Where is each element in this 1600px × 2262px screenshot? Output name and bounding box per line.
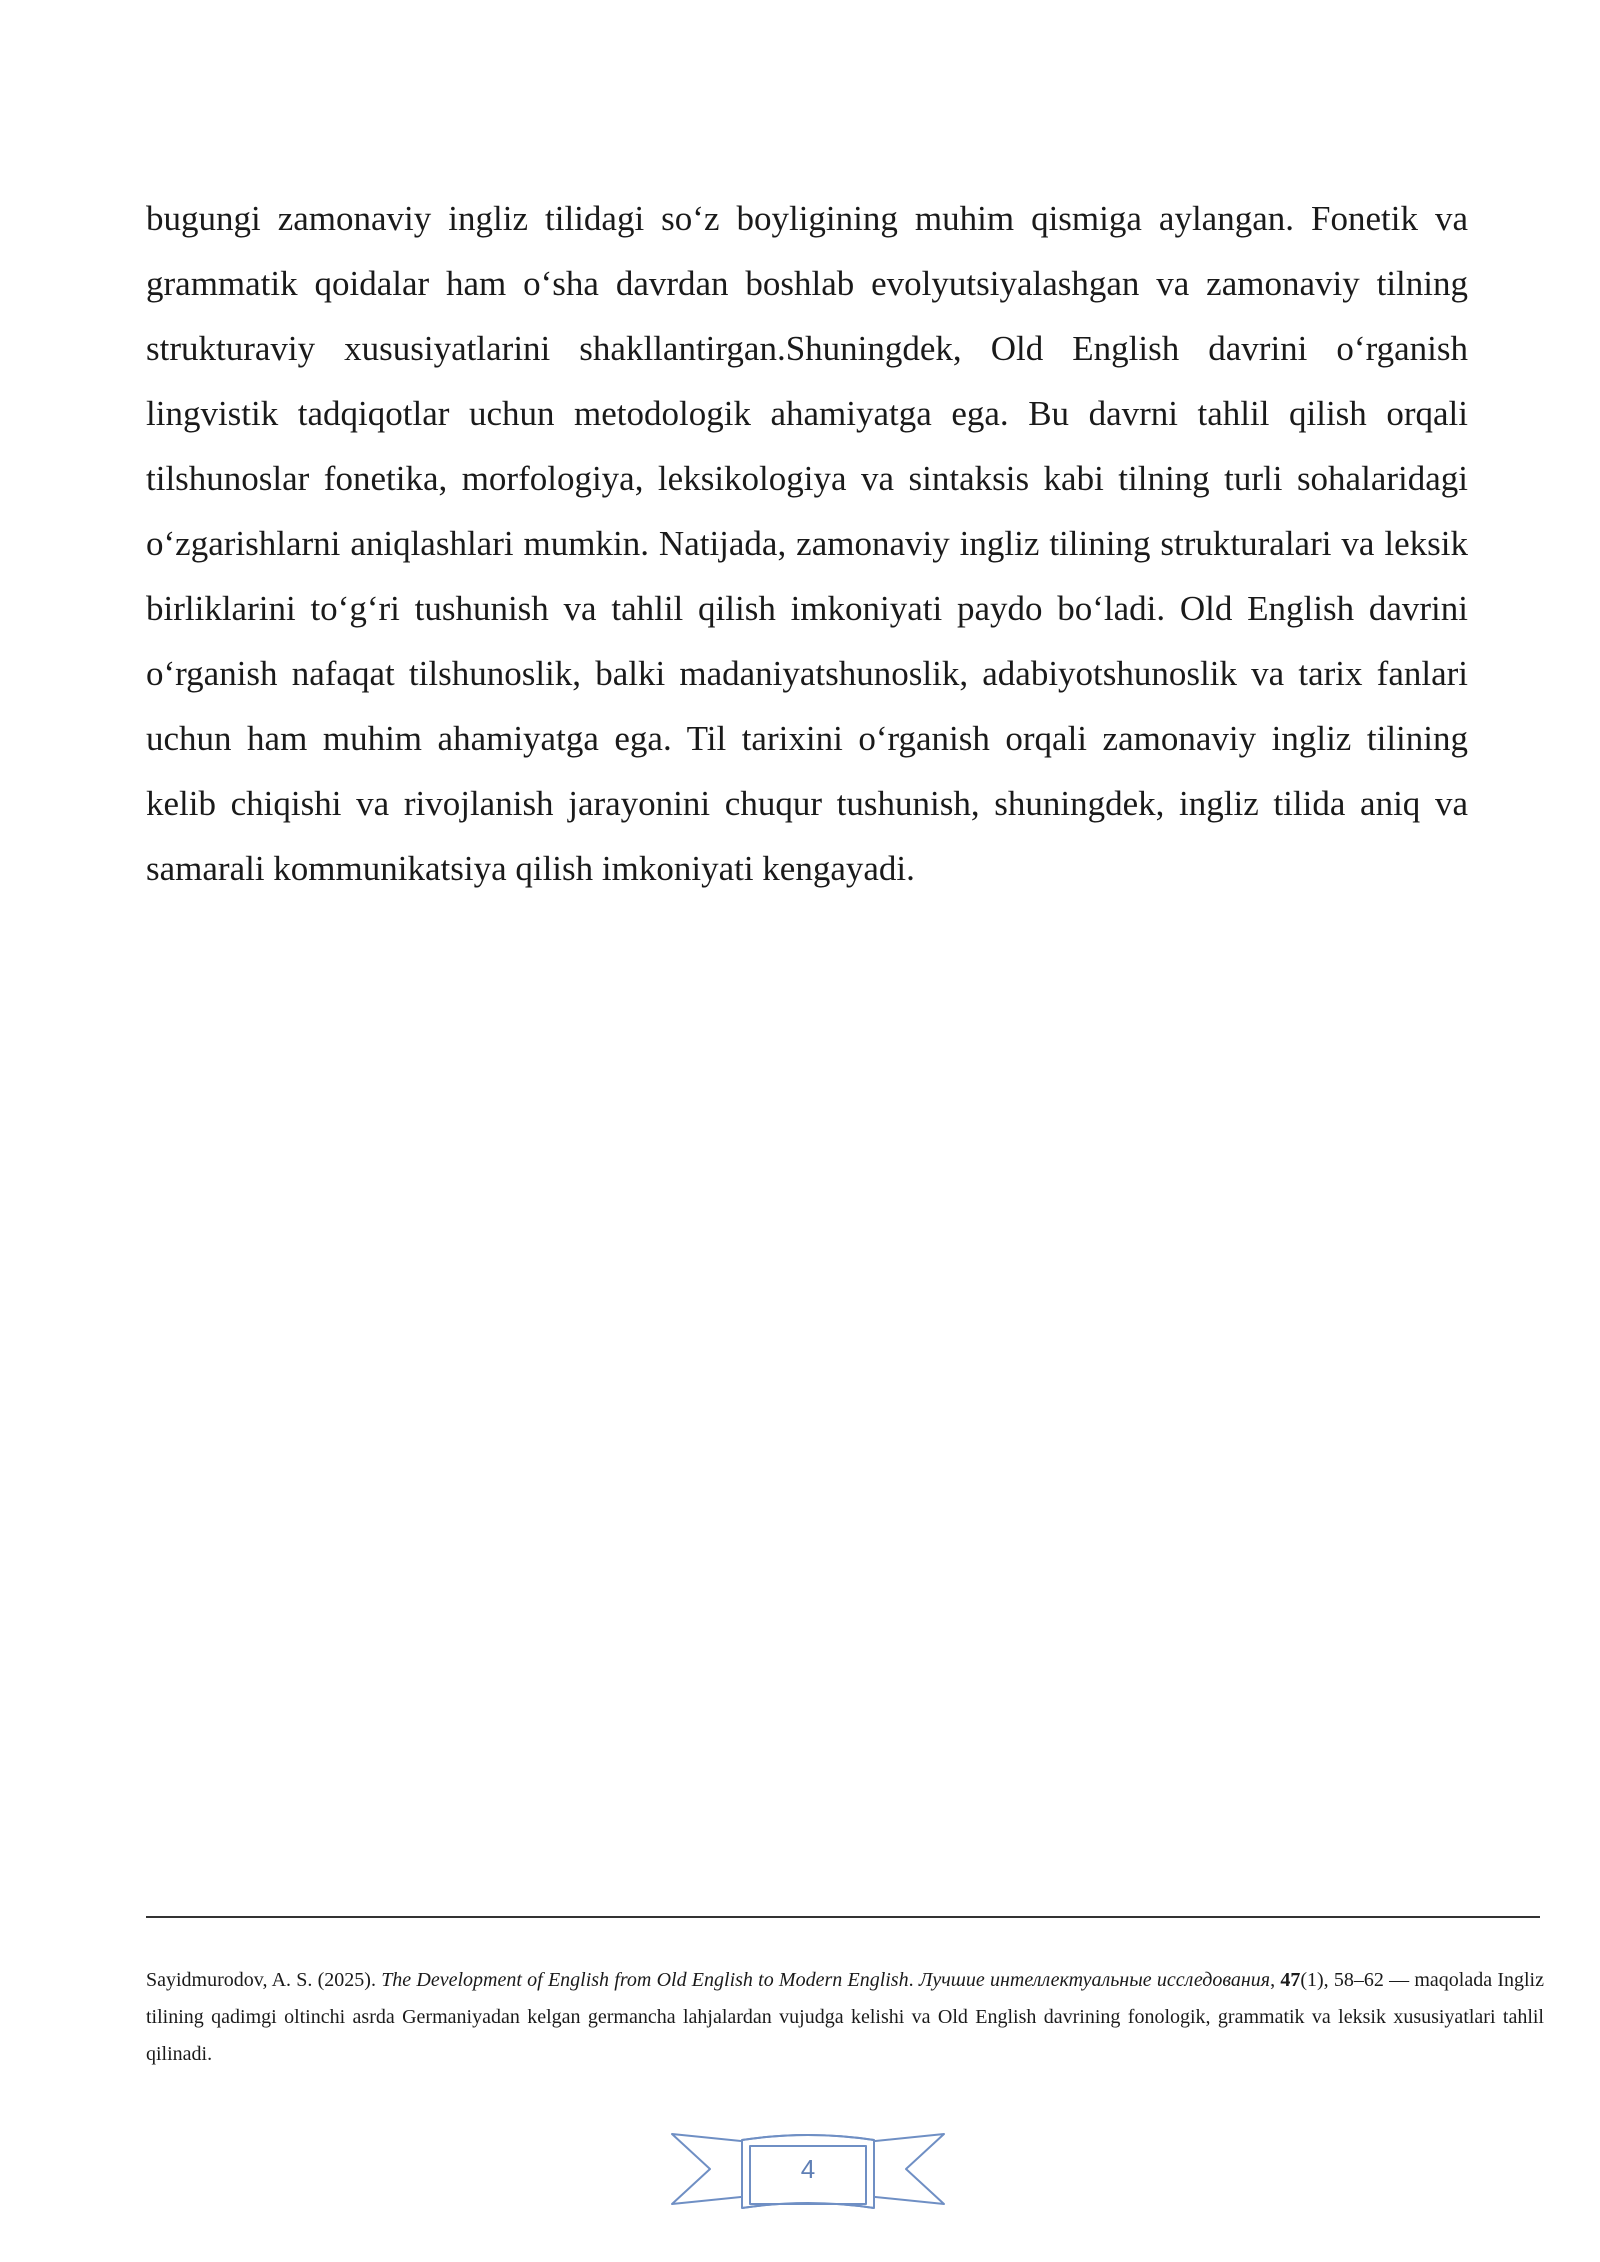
- page-number-ribbon: [670, 2124, 946, 2216]
- footnote-article-title: The Development of English from Old English to Modern English: [381, 1969, 909, 1991]
- footnote-separator-1: .: [908, 1969, 919, 1991]
- footnote-separator-2: ,: [1270, 1969, 1281, 1991]
- footnote-separator: [146, 1916, 1540, 1918]
- footnote-issue-pages: (1), 58–62 —: [1300, 1969, 1415, 1991]
- footnote: [146, 1962, 1544, 2073]
- footnote-author-year: Sayidmurodov, A. S. (2025).: [146, 1969, 382, 1991]
- page-number: 4: [800, 2154, 816, 2184]
- body-paragraph: bugungi zamonaviy ingliz tilidagi so‘z boyligining muhim qismiga aylangan. Fonetik va grammatik qoidalar ham o‘sha davrdan boshlab evolyutsiyalashgan va zamonaviy tilning strukturaviy xususiyatlarini shakllantirgan.Shuningdek, Old English davrini o‘rganish lingvistik tadqiqotlar uchun metodologik ahamiyatga ega. Bu davrni tahlil qilish orqali tilshunoslar fonetika, morfologiya, leksikologiya va sintaksis kabi tilning turli sohalaridagi o‘zgarishlarni aniqlashlari mumkin. Natijada, zamonaviy ingliz tilining strukturalari va leksik birliklarini to‘g‘ri tushunish va tahlil qilish imkoniyati paydo bo‘ladi. Old English davrini o‘rganish nafaqat tilshunoslik, balki madaniyatshunoslik, adabiyotshunoslik va tarix fanlari uchun ham muhim ahamiyatga ega. Til tarixini o‘rganish orqali zamonaviy ingliz tilining kelib chiqishi va rivojlanish jarayonini chuqur tushunish, shuningdek, ingliz tilida aniq va samarali kommunikatsiya qilish imkoniyati kengayadi.: [146, 199, 1468, 888]
- footnote-annotation: maqolada Ingliz tilining qadimgi oltinchi asrda Germaniyadan kelgan germancha lahjalardan vujudga kelishi va Old English davrining fonologik, grammatik va leksik xususiyatlari tahlil qilinadi.: [146, 1969, 1544, 2065]
- footnote-volume: 47: [1280, 1969, 1301, 1991]
- footnote-journal: Лучшие интеллектуальные исследования: [918, 1969, 1271, 1991]
